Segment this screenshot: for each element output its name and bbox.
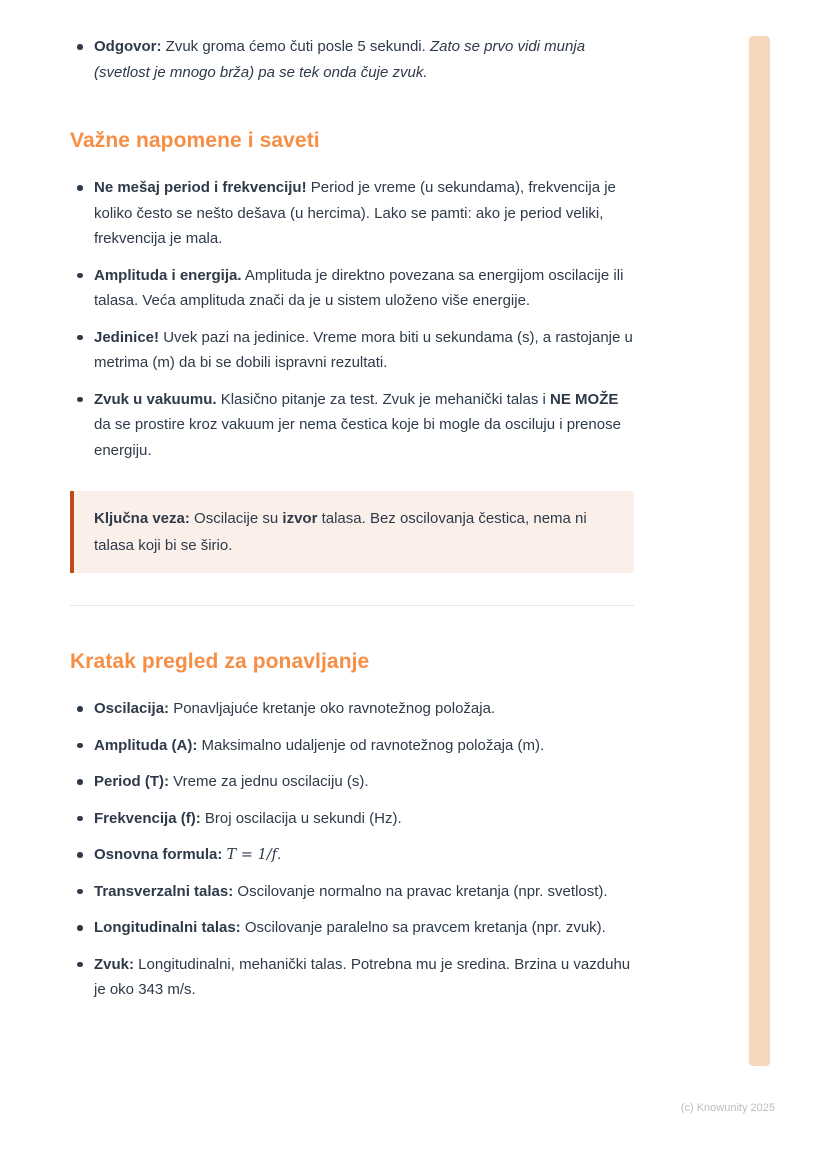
callout-text (94, 505, 614, 559)
text-segment: Transverzalni talas: (94, 882, 234, 900)
text-segment: Frekvencija (f): (94, 809, 201, 827)
text-segment: Odgovor: (94, 38, 162, 55)
list-item (94, 263, 634, 314)
text-segment: Period je vreme (u sekundama), frekvencija je koliko često se nešto dešava (u hercima). Lako se pamti: ako je period veliki, frekvencija je mala. (94, 179, 616, 247)
napomene-bullet-list (70, 175, 634, 463)
text-segment: Osnovna formula: (94, 846, 223, 863)
text-segment: Period (T): (94, 773, 169, 790)
text-segment: Broj oscilacija u sekundi (Hz). (200, 809, 402, 827)
text-segment: NE MOŽE (550, 390, 619, 408)
text-segment: Zvuk: (94, 955, 135, 973)
text-segment: talasa. Bez oscilovanja čestica, nema ni talasa koji bi se širio. (94, 510, 587, 554)
text-segment: Amplituda i energija. (94, 266, 242, 284)
text-segment: Jedinice! (94, 328, 160, 346)
list-item (94, 34, 634, 85)
text-segment: Vreme za jednu oscilaciju (s). (169, 773, 369, 790)
list-item (94, 733, 634, 759)
intro-bullet-list (70, 34, 634, 85)
list-item (94, 952, 634, 1003)
text-segment: Zvuk u vakuumu. (94, 390, 217, 408)
text-segment: Longitudinalni talas: (94, 919, 241, 937)
text-segment: Longitudinalni, mehanički talas. Potrebna mu je sredina. Brzina u vazduhu je oko 343 m/s. (94, 955, 631, 999)
text-segment: Zato se prvo vidi munja (svetlost je mnogo brža) pa se tek onda čuje zvuk. (94, 38, 586, 81)
text-segment: Ponavljajuće kretanje oko ravnotežnog položaja. (169, 700, 496, 717)
text-segment: T = 1/f (226, 847, 278, 863)
text-segment: Ne mešaj period i frekvenciju! (94, 179, 307, 196)
section-divider (70, 605, 634, 606)
list-item (94, 175, 634, 252)
text-segment: Klasično pitanje za test. Zvuk je mehanički talas i (216, 390, 551, 408)
text-segment: Oscilovanje paralelno sa pravcem kretanja (npr. zvuk). (240, 919, 606, 937)
key-callout-box (70, 491, 634, 573)
text-segment: Amplituda (A): (94, 736, 198, 754)
list-item (94, 842, 634, 868)
list-item (94, 387, 634, 464)
list-item (94, 915, 634, 941)
section-heading-napomene: Važne napomene i saveti (70, 129, 320, 152)
text-segment: izvor (282, 510, 318, 527)
text-segment: . (277, 846, 282, 863)
text-segment: Oscilacija: (94, 700, 170, 717)
list-item (94, 769, 634, 795)
text-segment: Zvuk groma ćemo čuti posle 5 sekundi. (161, 38, 430, 55)
pregled-bullet-list (70, 696, 634, 1003)
list-item (94, 325, 634, 376)
text-segment: Uvek pazi na jedinice. Vreme mora biti u sekundama (s), a rastojanje u metrima (m) da bi se dobili ispravni rezultati. (94, 328, 633, 371)
section-heading-pregled: Kratak pregled za ponavljanje (70, 650, 370, 673)
list-item (94, 696, 634, 722)
text-segment: da se prostire kroz vakuum jer nema čestica koje bi mogle da osciluju i prenose energiju. (94, 416, 621, 459)
text-segment: Oscilacije su (189, 510, 283, 527)
footer-copyright: (c) Knowunity 2025 (680, 1102, 775, 1114)
decorative-side-stripe (749, 36, 770, 1066)
list-item (94, 879, 634, 905)
text-segment: Oscilovanje normalno na pravac kretanja (npr. svetlost). (233, 882, 608, 900)
list-item (94, 806, 634, 832)
text-segment: Ključna veza: (94, 510, 190, 527)
page-content (70, 34, 634, 1014)
text-segment: Amplituda je direktno povezana sa energijom oscilacije ili talasa. Veća amplituda znači da je u sistem uloženo više energije. (94, 266, 624, 309)
text-segment: Maksimalno udaljenje od ravnotežnog položaja (m). (197, 736, 545, 754)
